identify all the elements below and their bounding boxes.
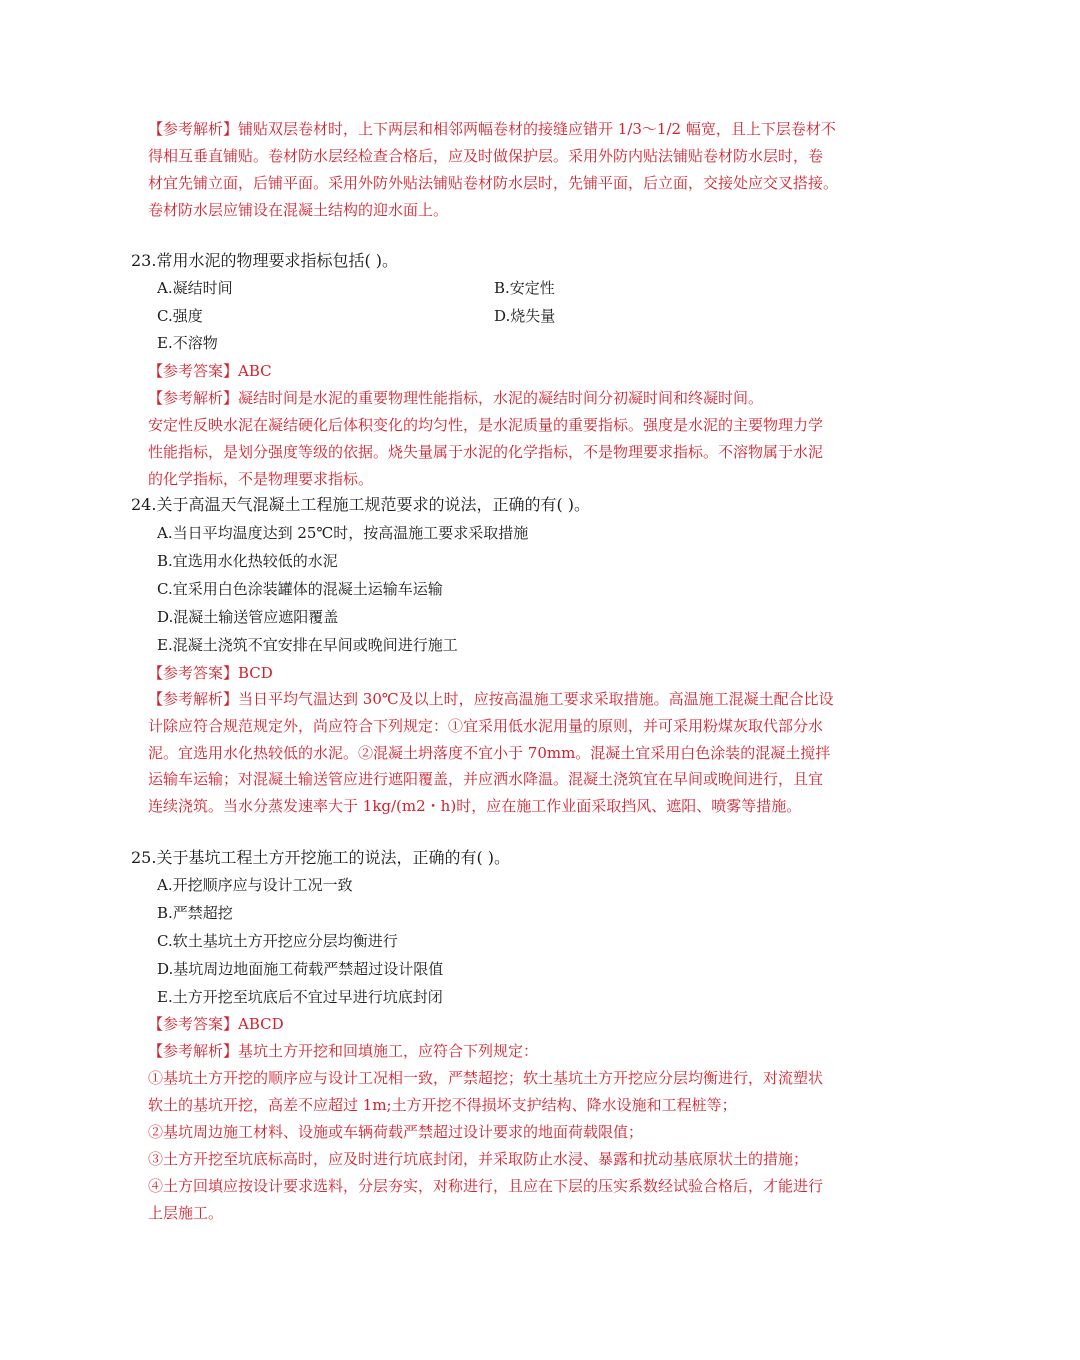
- analysis-line: 【参考解析】凝结时间是水泥的重要物理性能指标，水泥的凝结时间分初凝时间和终凝时间。: [148, 389, 764, 407]
- analysis-line: ③土方开挖至坑底标高时，应及时进行坑底封闭，并采取防止水浸、暴露和扰动基底原状土的措施；: [148, 1150, 809, 1168]
- option-c: C.软土基坑土方开挖应分层均衡进行: [157, 932, 398, 950]
- analysis-line: 【参考解析】铺贴双层卷材时，上下两层和相邻两幅卷材的接缝应错开 1/3～1/2 幅宽，且上下层卷材不: [148, 120, 836, 138]
- question-25-stem: 25.关于基坑工程土方开挖施工的说法，正确的有( )。: [131, 848, 511, 867]
- option-e: E.混凝土浇筑不宜安排在早间或晚间进行施工: [157, 636, 458, 654]
- option-e: E.土方开挖至坑底后不宜过早进行坑底封闭: [157, 988, 443, 1006]
- answer-24: 【参考答案】BCD: [148, 664, 273, 682]
- option-b: B.宜选用水化热较低的水泥: [157, 552, 338, 570]
- analysis-line: 上层施工。: [148, 1204, 224, 1222]
- analysis-line: ②基坑周边施工材料、设施或车辆荷载严禁超过设计要求的地面荷载限值；: [148, 1123, 644, 1141]
- analysis-line: 安定性反映水泥在凝结硬化后体积变化的均匀性，是水泥质量的重要指标。强度是水泥的主要物理力学: [148, 416, 824, 434]
- analysis-line: 性能指标，是划分强度等级的依据。烧失量属于水泥的化学指标，不是物理要求指标。不溶物属于水泥: [148, 443, 824, 461]
- analysis-line: 泥。宜选用水化热较低的水泥。②混凝土坍落度不宜小于 70mm。混凝土宜采用白色涂装的混凝土搅拌: [148, 744, 831, 762]
- analysis-line: 【参考解析】基坑土方开挖和回填施工，应符合下列规定：: [148, 1042, 539, 1060]
- analysis-line: 材宜先铺立面，后铺平面。采用外防外贴法铺贴卷材防水层时，先铺平面，后立面，交接处应交叉搭接。: [148, 174, 839, 192]
- option-a: A.当日平均温度达到 25℃时，按高温施工要求采取措施: [157, 524, 529, 542]
- option-c: C.宜采用白色涂装罐体的混凝土运输车运输: [157, 580, 443, 598]
- option-d: D.混凝土输送管应遮阳覆盖: [157, 608, 339, 626]
- option-a: A.凝结时间: [157, 279, 233, 297]
- answer-23: 【参考答案】ABC: [148, 362, 272, 380]
- question-23-stem: 23.常用水泥的物理要求指标包括( )。: [131, 251, 399, 270]
- option-b: B.严禁超挖: [157, 904, 233, 922]
- option-c: C.强度: [157, 307, 203, 325]
- analysis-line: 得相互垂直铺贴。卷材防水层经检查合格后，应及时做保护层。采用外防内贴法铺贴卷材防水层时，卷: [148, 147, 824, 165]
- analysis-line: 卷材防水层应铺设在混凝土结构的迎水面上。: [148, 201, 449, 219]
- analysis-line: 软土的基坑开挖，高差不应超过 1m;土方开挖不得损坏支护结构、降水设施和工程桩等；: [148, 1096, 737, 1114]
- analysis-line: 【参考解析】当日平均气温达到 30℃及以上时，应按高温施工要求采取措施。高温施工混凝土配合比设: [148, 690, 834, 708]
- analysis-line: ④土方回填应按设计要求选料，分层夯实，对称进行，且应在下层的压实系数经试验合格后，才能进行: [148, 1177, 824, 1195]
- option-a: A.开挖顺序应与设计工况一致: [157, 876, 353, 894]
- answer-25: 【参考答案】ABCD: [148, 1015, 284, 1033]
- option-b: B.安定性: [494, 279, 555, 297]
- analysis-line: 运输车运输；对混凝土输送管应进行遮阳覆盖，并应洒水降温。混凝土浇筑宜在早间或晚间进行，且宜: [148, 770, 824, 788]
- option-d: D.烧失量: [494, 307, 556, 325]
- analysis-line: 计除应符合规范规定外，尚应符合下列规定：①宜采用低水泥用量的原则，并可采用粉煤灰取代部分水: [148, 717, 824, 735]
- analysis-line: 的化学指标，不是物理要求指标。: [148, 470, 374, 488]
- option-d: D.基坑周边地面施工荷载严禁超过设计限值: [157, 960, 444, 978]
- analysis-line: 连续浇筑。当水分蒸发速率大于 1kg/(m2・h)时，应在施工作业面采取挡风、遮阳、喷雾等措施。: [148, 797, 802, 815]
- question-24-stem: 24.关于高温天气混凝土工程施工规范要求的说法，正确的有( )。: [131, 495, 591, 514]
- option-e: E.不溶物: [157, 334, 218, 352]
- analysis-line: ①基坑土方开挖的顺序应与设计工况相一致，严禁超挖；软土基坑土方开挖应分层均衡进行，对流塑状: [148, 1069, 824, 1087]
